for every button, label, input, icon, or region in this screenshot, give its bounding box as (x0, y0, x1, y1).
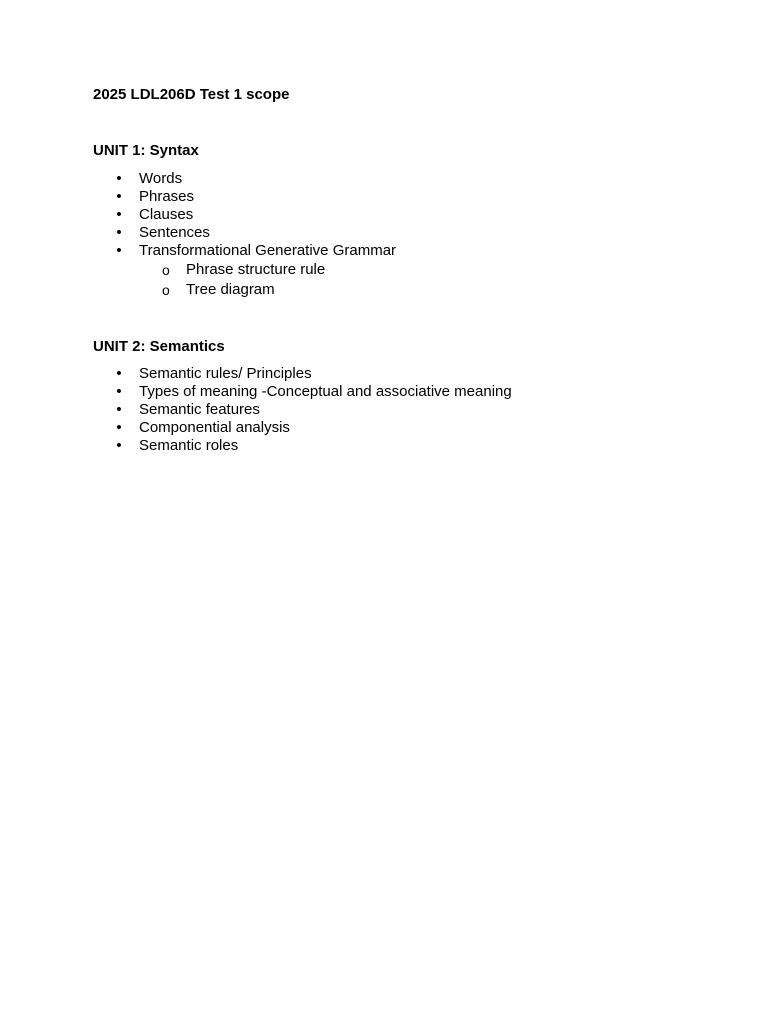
bullet-icon: • (116, 242, 122, 259)
list-item (0, 365, 512, 383)
list-item-text: Types of meaning -Conceptual and associative meaning (139, 383, 512, 400)
list-item-text: Clauses (139, 206, 194, 223)
sub-list-item-text: Tree diagram (186, 281, 275, 298)
bullet-icon: • (116, 224, 122, 241)
list-item-text: Semantic roles (139, 437, 239, 454)
list-item-text: Sentences (139, 224, 210, 241)
bullet-icon: • (116, 437, 122, 454)
list-item (0, 383, 512, 401)
list-item (0, 170, 396, 188)
unit2-topic-list (0, 365, 512, 455)
unit1-heading: UNIT 1: Syntax (93, 142, 199, 159)
list-item-text: Words (139, 170, 183, 187)
sub-topic-list (0, 260, 396, 300)
sub-bullet-icon: o (162, 262, 170, 278)
bullet-icon: • (116, 419, 122, 436)
list-item (0, 419, 512, 437)
list-item (0, 401, 512, 419)
list-item (0, 242, 396, 300)
sub-bullet-icon: o (162, 282, 170, 298)
bullet-icon: • (116, 365, 122, 382)
list-item-text: Componential analysis (139, 419, 290, 436)
list-item-text: Transformational Generative Grammar (139, 242, 397, 259)
document-title: 2025 LDL206D Test 1 scope (93, 86, 290, 103)
sub-list-item-text: Phrase structure rule (186, 261, 326, 278)
list-item (0, 206, 396, 224)
list-item-text: Semantic rules/ Principles (139, 365, 312, 382)
bullet-icon: • (116, 383, 122, 400)
bullet-icon: • (116, 170, 122, 187)
list-item (0, 224, 396, 242)
bullet-icon: • (116, 401, 122, 418)
unit2-heading: UNIT 2: Semantics (93, 338, 225, 355)
list-item (0, 437, 512, 455)
sub-list-item (0, 260, 396, 280)
list-item (0, 188, 396, 206)
bullet-icon: • (116, 188, 122, 205)
sub-list-item (0, 280, 396, 300)
list-item-text: Phrases (139, 188, 195, 205)
bullet-icon: • (116, 206, 122, 223)
list-item-text: Semantic features (139, 401, 260, 418)
unit1-topic-list (0, 170, 396, 300)
